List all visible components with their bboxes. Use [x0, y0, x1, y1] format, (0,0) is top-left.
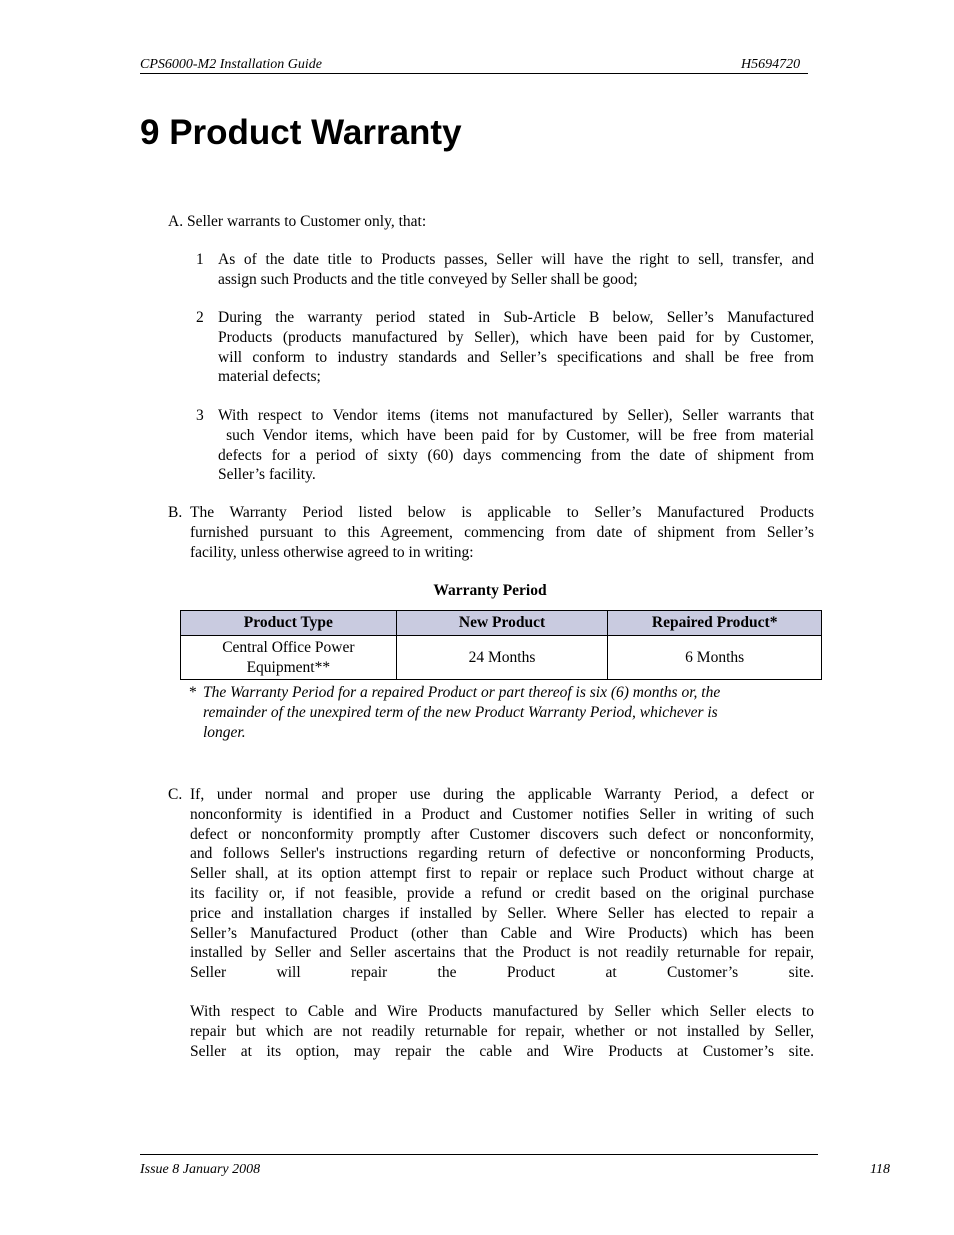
column-header-new-product: New Product [396, 611, 608, 636]
item-2-line: will conform to industry standards and Seller’s specifications and shall be free from [218, 348, 814, 366]
section-c-line: Seller’s Manufactured Product (other than Cable and Wire Products) which has been [190, 924, 814, 942]
warranty-table [180, 610, 822, 680]
footnote-line: The Warranty Period for a repaired Product or part thereof is six (6) months or, the [203, 684, 721, 701]
column-header-repaired-product: Repaired Product* [608, 611, 822, 636]
section-b-line: The Warranty Period listed below is applicable to Seller’s Manufactured Products [190, 504, 814, 521]
section-b-line: furnished pursuant to this Agreement, commencing from date of shipment from Seller’s [190, 523, 814, 541]
section-b-label: B. [168, 504, 183, 521]
section-a-intro: A. Seller warrants to Customer only, that: [168, 213, 427, 230]
section-c-paragraph-1 [190, 785, 814, 983]
header-doc-title: CPS6000-M2 Installation Guide [140, 57, 322, 72]
item-3-line: With respect to Vendor items (items not manufactured by Seller), Seller warrants that [218, 407, 814, 424]
item-2-line: material defects; [218, 368, 321, 386]
section-c-line: defect or nonconformity promptly after Customer discovers such defect or nonconformity, [190, 825, 814, 843]
header-rule [140, 73, 808, 74]
footnote-line: remainder of the unexpired term of the new Product Warranty Period, whichever is [203, 704, 718, 721]
column-header-product-type: Product Type [181, 611, 397, 636]
header-doc-number: H5694720 [741, 57, 801, 72]
item-3-line: Seller’s facility. [218, 466, 316, 484]
footnote-text [203, 683, 803, 743]
section-c-line: If, under normal and proper use during the applicable Warranty Period, a defect or [190, 786, 814, 803]
section-b-line: facility, unless otherwise agreed to in writing: [190, 543, 474, 561]
item-2-line: During the warranty period stated in Sub-Article B below, Seller’s Manufactured [218, 309, 814, 326]
item-2-text [218, 308, 814, 387]
item-1-line: As of the date title to Products passes, Seller will have the right to sell, transfer, and [218, 251, 814, 268]
item-3-line: such Vendor items, which have been paid for by Customer, will be free from material [218, 426, 814, 444]
item-1-text [218, 250, 814, 290]
item-2-line: Products (products manufactured by Seller), which have been paid for by Customer, [218, 328, 814, 346]
section-c-line: nonconformity is identified in a Product and Customer notifies Seller in writing of such [190, 805, 814, 823]
item-1-line: assign such Products and the title conveyed by Seller shall be good; [218, 270, 638, 288]
section-c-line: Seller shall, at its option attempt first to repair or replace such Product without charge at [190, 865, 814, 883]
footnote-line: longer. [203, 724, 246, 741]
footer-page-number: 118 [870, 1162, 890, 1177]
section-c-line: installed by Seller and Seller ascertains that the Product is not readily returnable for repair, [190, 944, 814, 962]
table-row [181, 636, 822, 680]
section-c-line: and follows Seller's instructions regarding return of defective or nonconforming Products, [190, 845, 814, 863]
section-c-paragraph-2 [190, 1002, 814, 1061]
footer-issue: Issue 8 January 2008 [140, 1162, 261, 1177]
section-c-line: Seller at its option, may repair the cable and Wire Products at Customer’s site. [190, 1042, 814, 1060]
footnote-star: * [189, 684, 197, 701]
item-3-line: defects for a period of sixty (60) days commencing from the date of shipment from [218, 446, 814, 464]
section-b-text [190, 503, 814, 562]
page-title: 9 Product Warranty [140, 113, 462, 152]
cell-product-type-line: Equipment** [246, 658, 331, 676]
section-c-label: C. [168, 786, 183, 803]
footer-rule [140, 1154, 818, 1155]
item-3-text [218, 406, 814, 485]
section-c-line: its facility or, if not feasible, provide a refund or credit based on the original purchase [190, 884, 814, 902]
section-c-line: repair but which are not readily returnable for repair, whether or not installed by Seller, [190, 1022, 814, 1040]
section-c-line: Seller will repair the Product at Customer’s site. [190, 964, 814, 982]
cell-new-product: 24 Months [396, 636, 608, 680]
table-caption: Warranty Period [433, 582, 547, 599]
section-c-line: price and installation charges if installed by Seller. Where Seller has elected to repair a [190, 904, 814, 922]
cell-product-type [181, 636, 397, 680]
section-c-line: With respect to Cable and Wire Products manufactured by Seller which Seller elects to [190, 1003, 814, 1020]
item-3-number: 3 [196, 407, 204, 424]
item-1-number: 1 [196, 251, 204, 268]
table-header-row [181, 611, 822, 636]
cell-repaired-product: 6 Months [608, 636, 822, 680]
item-2-number: 2 [196, 309, 204, 326]
cell-product-type-line: Central Office Power [222, 638, 355, 656]
